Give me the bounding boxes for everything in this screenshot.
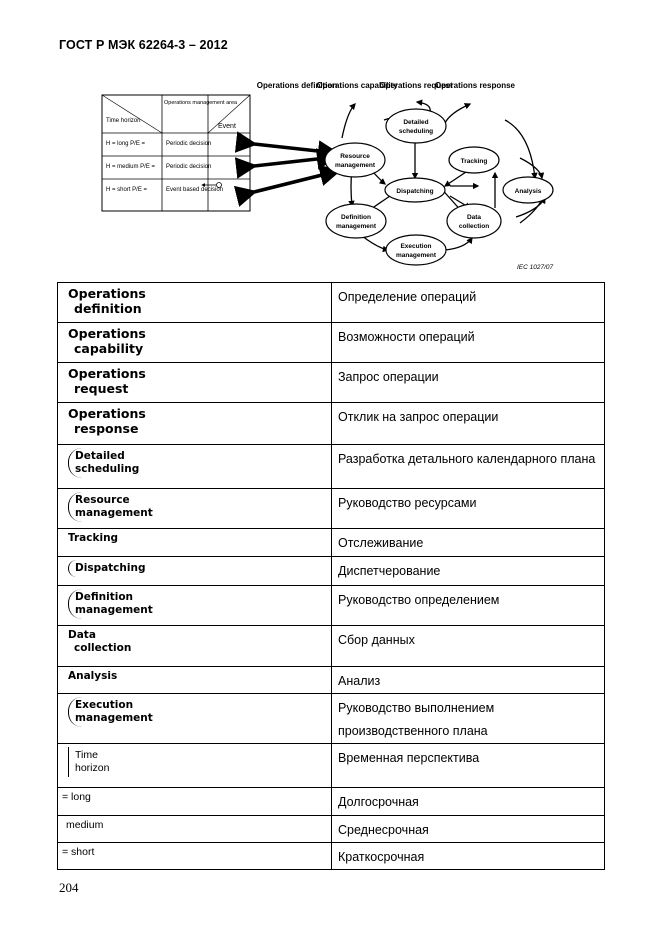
- term-en-line1: Tracking: [68, 532, 119, 544]
- fig-row1-ops: Periodic decision: [166, 141, 212, 147]
- node-detailed-scheduling-2: scheduling: [398, 128, 434, 135]
- node-definition-2: management: [335, 223, 377, 230]
- term-ru: Анализ: [332, 667, 605, 694]
- fig-row3-ops: Event based decision: [166, 187, 224, 193]
- table-row: [58, 529, 605, 557]
- table-row: [58, 557, 605, 586]
- term-ru: Разработка детального календарного плана: [332, 445, 605, 489]
- table-row: [58, 694, 605, 744]
- top-label-request: Operations request: [379, 81, 453, 90]
- table-row: [58, 843, 605, 870]
- table-row: [58, 445, 605, 489]
- term-en-line1: = short: [62, 846, 95, 858]
- node-execution-1: Execution: [400, 243, 432, 250]
- term-ru: Руководство ресурсами: [332, 489, 605, 529]
- term-ru: Запрос операции: [332, 363, 605, 403]
- document-header: ГОСТ Р МЭК 62264-3 – 2012: [59, 38, 228, 52]
- term-en-line1: Time: [75, 749, 98, 761]
- term-en-line2: horizon: [75, 762, 110, 774]
- term-en-line1: Analysis: [68, 670, 118, 682]
- node-tracking: Tracking: [460, 158, 488, 165]
- fig-col-event: Event: [218, 123, 236, 130]
- term-ru: Возможности операций: [332, 323, 605, 363]
- node-resource-1: Resource: [340, 153, 370, 160]
- time-horizon-table: [102, 95, 250, 211]
- table-row: [58, 323, 605, 363]
- term-en-line1: Operations: [68, 406, 146, 421]
- term-en-line2: response: [74, 421, 139, 436]
- node-analysis: Analysis: [514, 188, 542, 195]
- table-row: [58, 788, 605, 816]
- term-en-line1: = long: [62, 791, 91, 803]
- term-en-line2: management: [75, 604, 153, 616]
- term-en-line2: request: [74, 381, 129, 396]
- fig-row3-time: H = short P/E =: [106, 187, 148, 193]
- term-en-line2: management: [75, 712, 153, 724]
- term-en-line2: capability: [74, 341, 144, 356]
- node-data-1: Data: [466, 214, 482, 221]
- fig-col-ops: Operations management area: [164, 100, 238, 106]
- table-row: [58, 667, 605, 694]
- term-en-line1: Execution: [75, 699, 134, 711]
- term-ru: Временная перспектива: [332, 744, 605, 788]
- table-row: [58, 363, 605, 403]
- node-dispatching: Dispatching: [396, 188, 434, 195]
- term-ru: Отклик на запрос операции: [332, 403, 605, 445]
- top-labels: [257, 81, 516, 90]
- term-en-line2: collection: [74, 642, 132, 654]
- term-en-line1: Definition: [75, 591, 134, 603]
- term-ru: Руководство выполнением производственного плана: [332, 694, 605, 744]
- term-en-line2: scheduling: [75, 463, 140, 475]
- term-ru: Среднесрочная: [332, 816, 605, 843]
- term-en-line1: Operations: [68, 286, 146, 301]
- term-en-line1: Dispatching: [75, 562, 146, 574]
- term-en-line1: Operations: [68, 366, 146, 381]
- fig-col-time: Time horizon: [106, 118, 141, 124]
- term-ru: Сбор данных: [332, 626, 605, 667]
- glossary-table: [57, 282, 605, 870]
- term-ru: Долгосрочная: [332, 788, 605, 816]
- table-row: [58, 816, 605, 843]
- page-number: 204: [59, 880, 79, 895]
- node-resource-2: management: [334, 162, 376, 169]
- term-en-line1: Detailed: [75, 450, 125, 462]
- term-ru: Краткосрочная: [332, 843, 605, 870]
- node-execution-2: management: [395, 252, 437, 259]
- top-label-capability: Operations capability: [316, 81, 398, 90]
- term-ru: Определение операций: [332, 283, 605, 323]
- term-en-line2: management: [75, 507, 153, 519]
- term-ru: Руководство определением: [332, 586, 605, 626]
- term-en-line2: definition: [74, 301, 142, 316]
- fig-row2-time: H = medium P/E =: [106, 164, 156, 170]
- figure-operations-diagram: [100, 78, 570, 278]
- fig-row2-ops: Periodic decision: [166, 164, 212, 170]
- diagram-svg: [100, 78, 570, 278]
- table-row: [58, 489, 605, 529]
- term-en-line1: medium: [66, 819, 104, 831]
- term-ru: Диспетчерование: [332, 557, 605, 586]
- table-row: [58, 403, 605, 445]
- figure-source: IEC 1027/07: [517, 264, 554, 271]
- term-en-line1: Operations: [68, 326, 146, 341]
- term-en-line1: Resource: [75, 494, 130, 506]
- node-definition-1: Definition: [341, 214, 371, 221]
- table-row: [58, 586, 605, 626]
- fig-row1-time: H = long P/E =: [106, 141, 146, 147]
- table-row: [58, 283, 605, 323]
- table-row: [58, 626, 605, 667]
- term-ru: Отслеживание: [332, 529, 605, 557]
- top-label-definition: Operations definition: [256, 81, 338, 90]
- term-en-line1: Data: [68, 629, 96, 641]
- table-row: [58, 744, 605, 788]
- top-label-response: Operations response: [434, 81, 516, 90]
- node-detailed-scheduling-1: Detailed: [403, 119, 429, 126]
- thick-arrows: [254, 144, 338, 192]
- node-data-2: collection: [458, 223, 490, 230]
